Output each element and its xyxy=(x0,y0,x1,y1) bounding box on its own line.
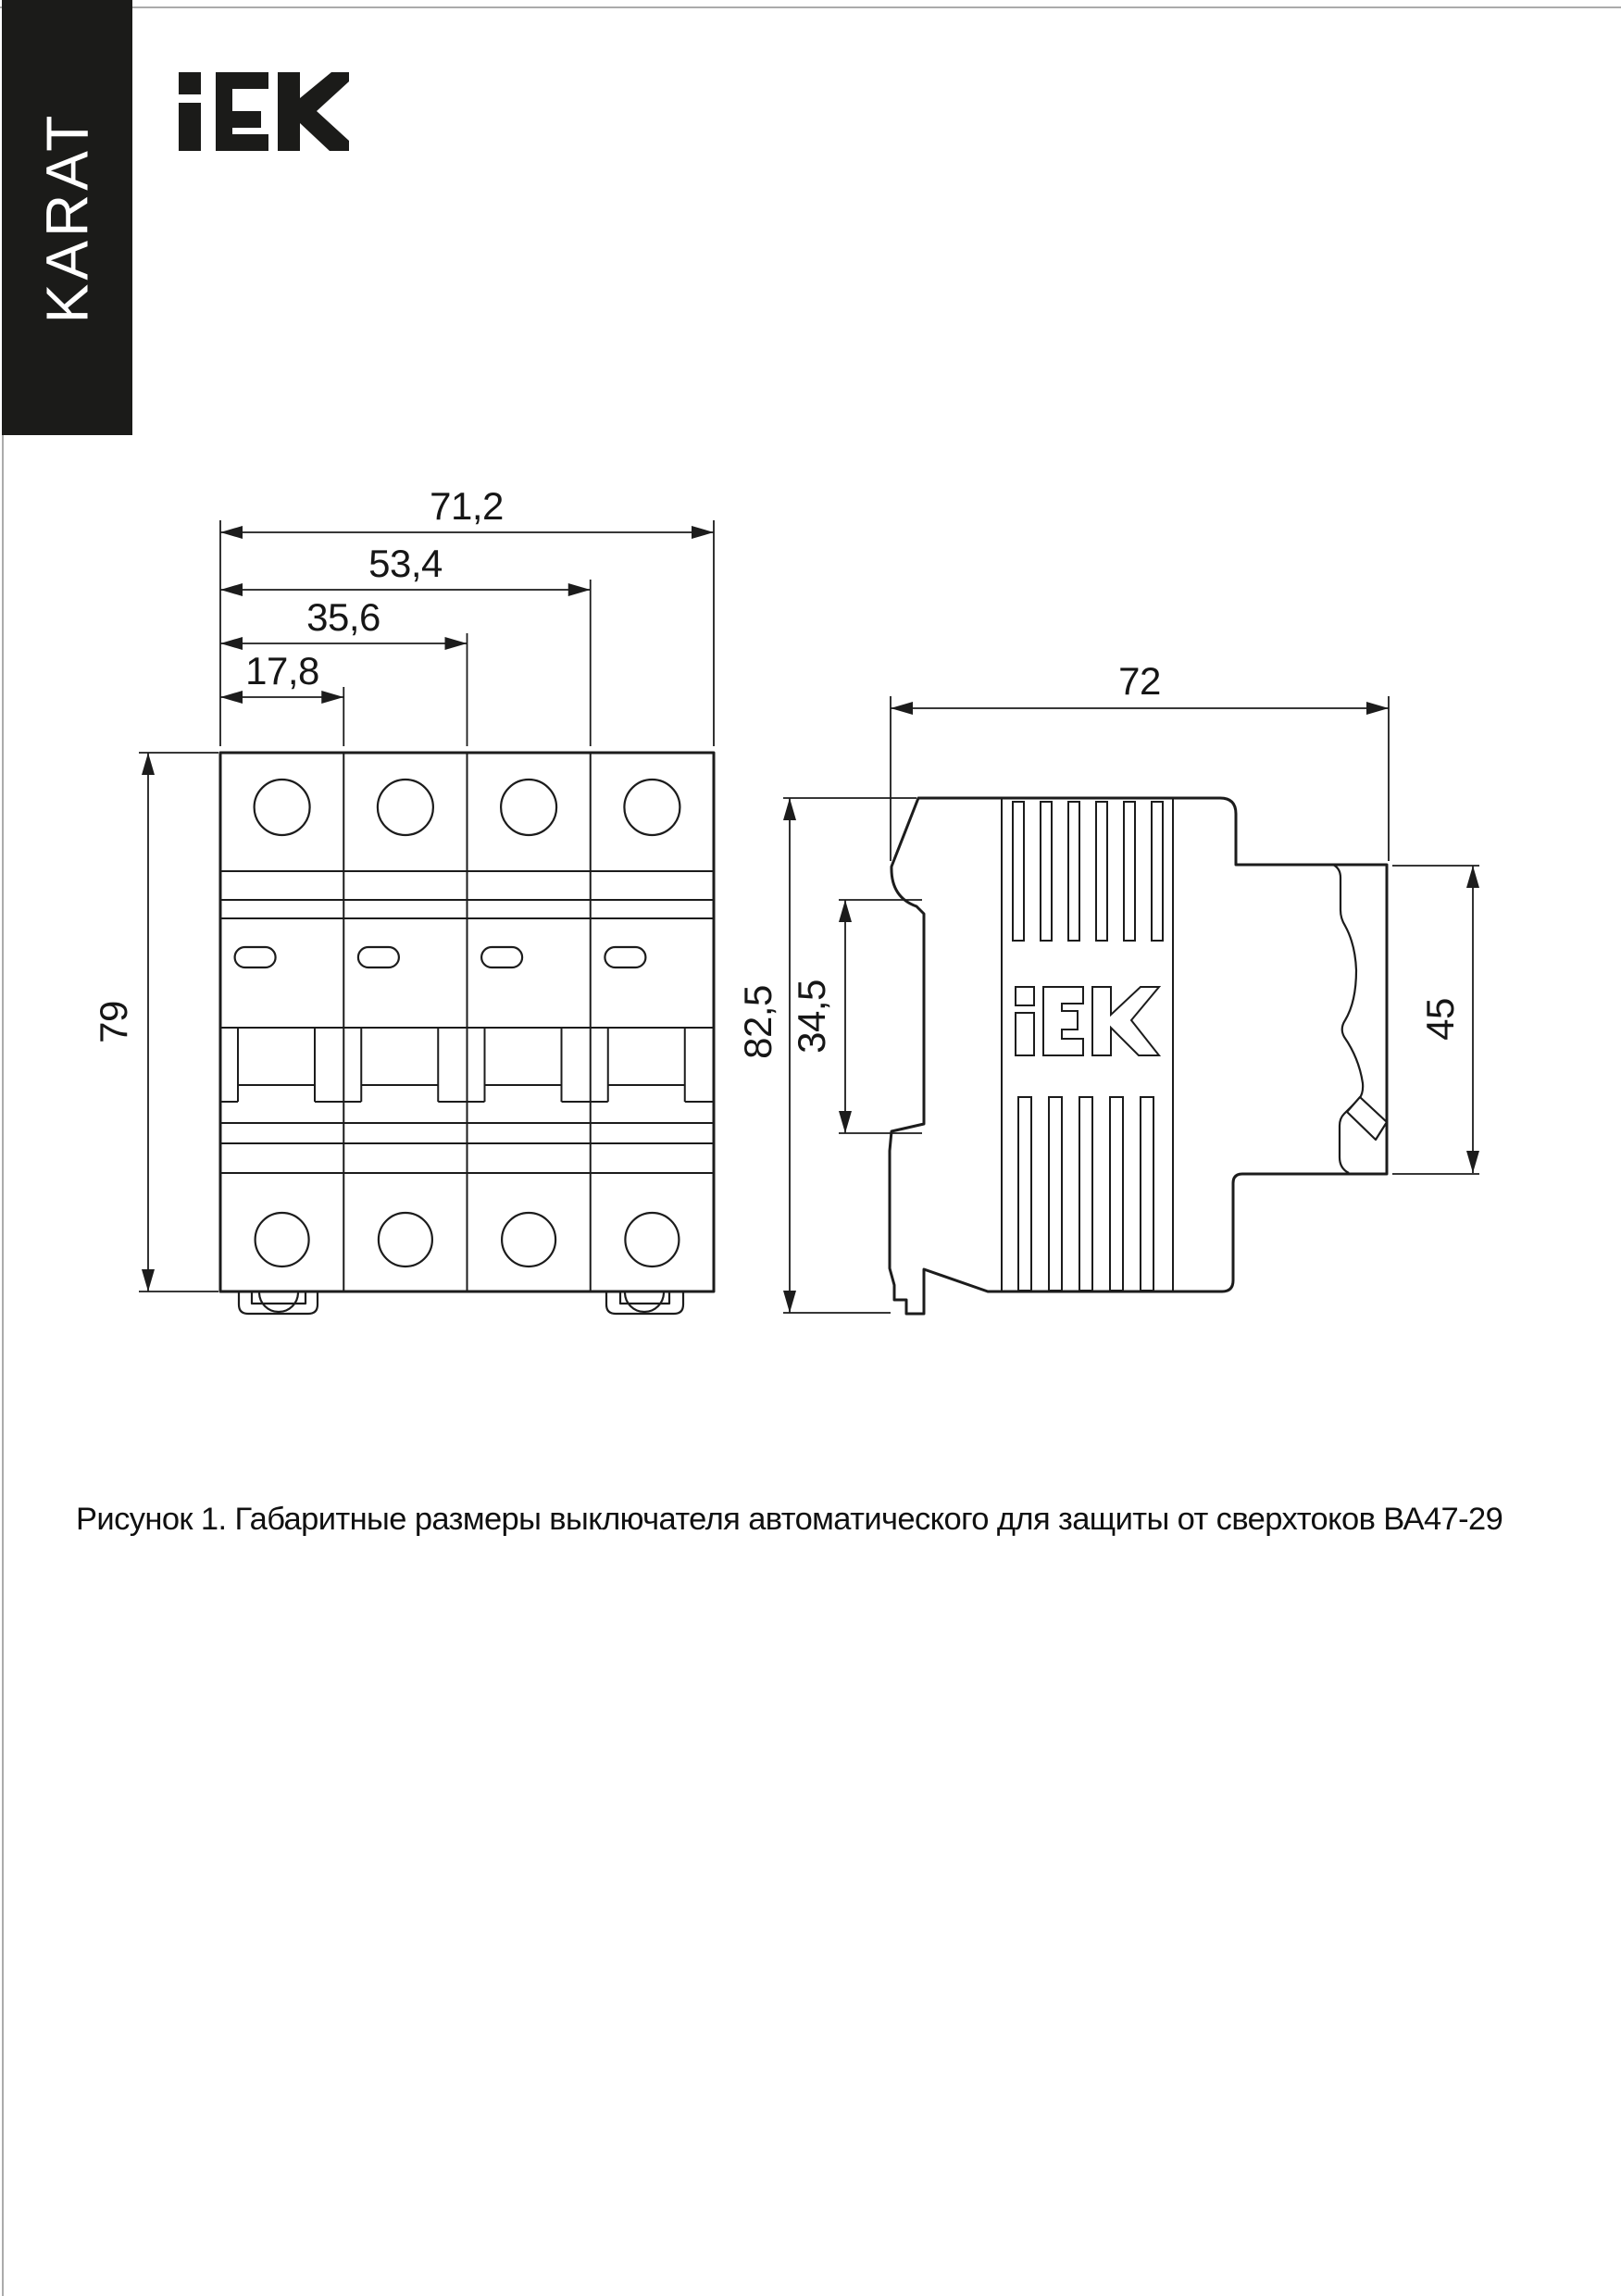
dim-label-depth: 72 xyxy=(1118,659,1161,703)
karat-banner-label: KARAT xyxy=(33,111,101,324)
figure-caption: Рисунок 1. Габаритные размеры выключателя автоматического для защиты от сверхтоков ВА47-29 xyxy=(76,1502,1503,1537)
iek-logo xyxy=(179,72,349,151)
side-view-drawing xyxy=(736,659,1479,1314)
dim-label-front-section-height: 45 xyxy=(1418,998,1462,1041)
dim-label-overall-width: 71,2 xyxy=(430,484,504,528)
dim-label-module-width: 17,8 xyxy=(245,649,319,693)
dim-label-overall-height: 82,5 xyxy=(736,985,779,1059)
dim-label-body-height: 79 xyxy=(92,1001,135,1043)
dim-label-width-2-modules: 35,6 xyxy=(306,595,380,639)
dim-label-width-3-modules: 53,4 xyxy=(368,542,443,585)
din-clips xyxy=(239,1292,683,1314)
front-view-drawing xyxy=(92,484,714,1314)
dim-label-rail-recess-height: 34,5 xyxy=(790,980,833,1054)
